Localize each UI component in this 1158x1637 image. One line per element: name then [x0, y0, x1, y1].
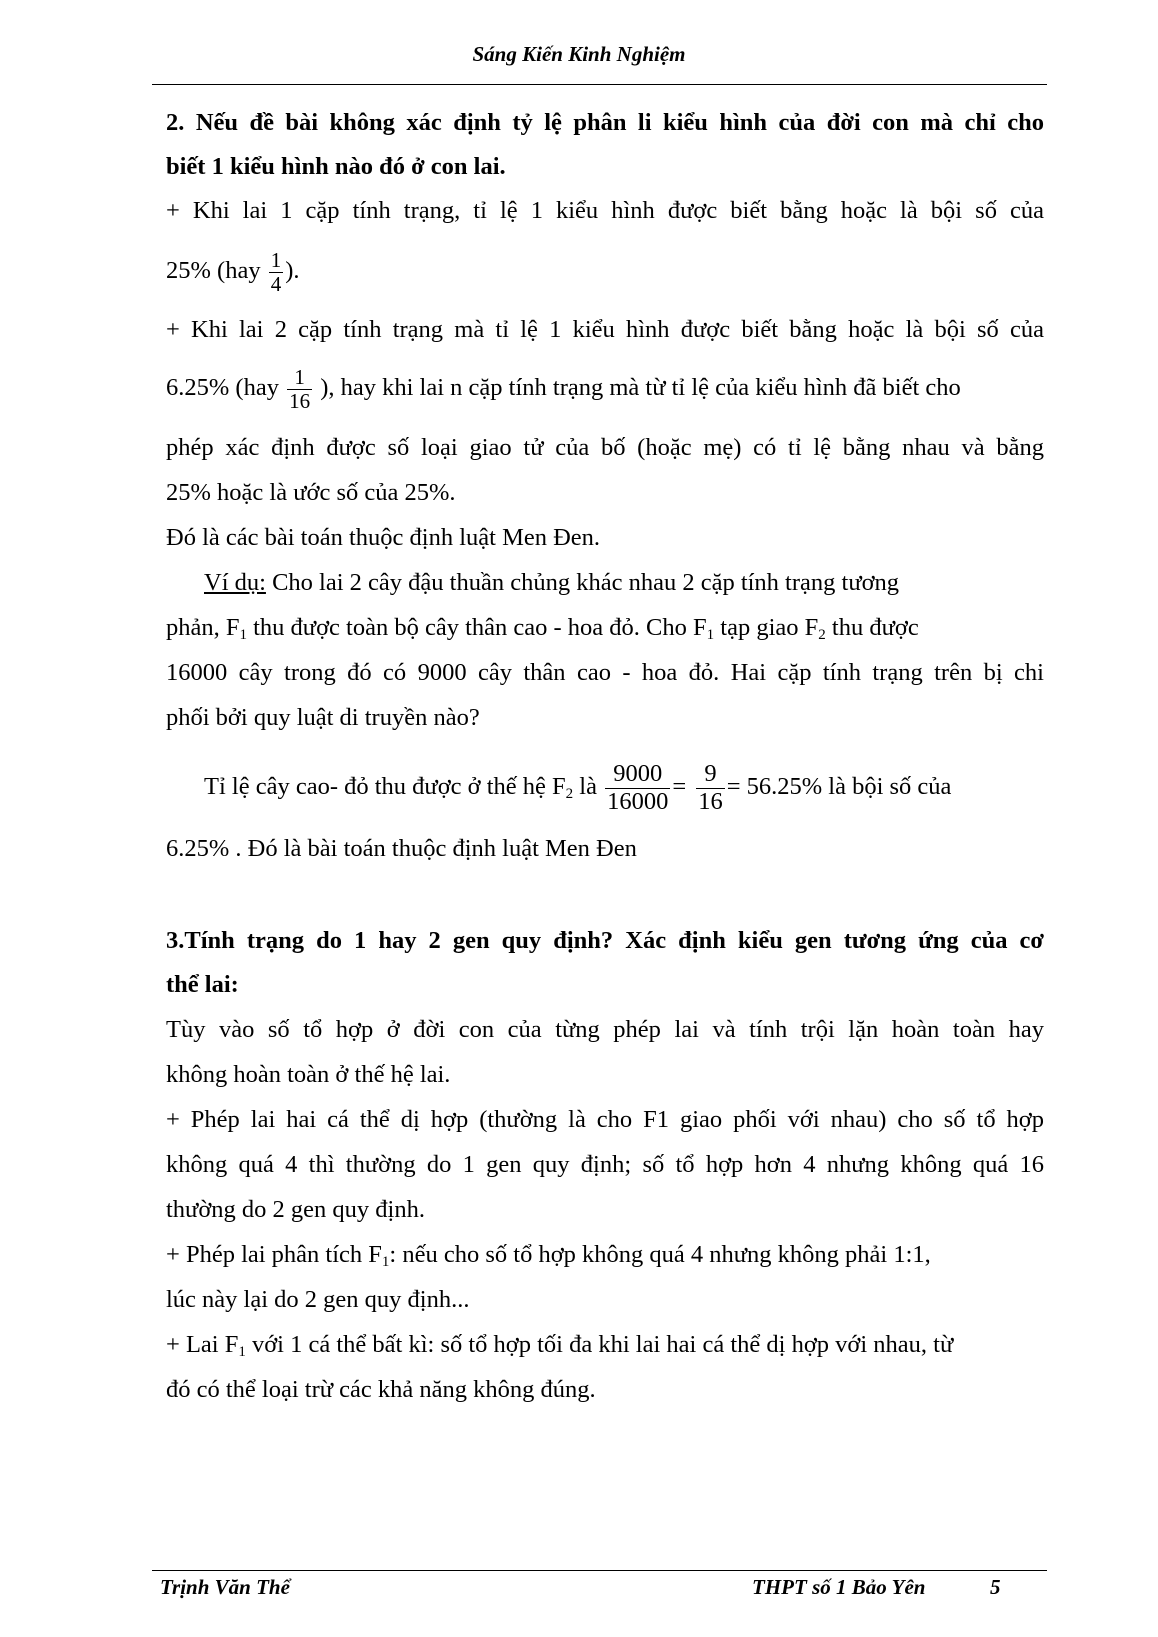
footer-page-number: 5: [990, 1575, 1001, 1599]
fraction-denominator: 16000: [607, 787, 669, 815]
section2-p1-line1: + Khi lai 1 cặp tính trạng, tỉ lệ 1 kiểu hình được biết bằng hoặc là bội số của: [166, 197, 1044, 224]
fraction-one-quarter: [269, 249, 284, 296]
equals-sign: =: [672, 773, 687, 800]
footer-rule: [152, 1570, 1047, 1571]
text-fragment: tạp giao F: [714, 614, 819, 641]
section3-p2-line2: không quá 4 thì thường do 1 gen quy định; số tổ hợp hơn 4 nhưng không quá 16: [166, 1151, 1044, 1178]
text-fragment: thu được: [825, 614, 919, 641]
section3-p2-line3: thường do 2 gen quy định.: [166, 1196, 425, 1223]
fraction-9000-16000: [605, 761, 670, 816]
text-fragment: = 56.25% là bội số của: [726, 773, 952, 800]
example-line1: [204, 568, 1044, 598]
section3-p1-line2: không hoàn toàn ở thế hệ lai.: [166, 1061, 451, 1088]
fraction-numerator: 1: [270, 247, 282, 272]
calculation-line: [204, 748, 951, 826]
fraction-numerator: 9: [696, 761, 725, 789]
fraction-numerator: 1: [287, 366, 312, 390]
subscript: 1: [706, 627, 715, 643]
text-fragment: : nếu cho số tổ hợp không quá 4 nhưng không phải 1:1,: [389, 1241, 931, 1268]
example-label: Ví dụ:: [204, 569, 266, 596]
subscript: 1: [381, 1254, 390, 1270]
section3-heading-line1: 3.Tính trạng do 1 hay 2 gen quy định? Xác định kiểu gen tương ứng của cơ: [166, 927, 1044, 954]
section2-heading-line1: 2. Nếu đề bài không xác định tỷ lệ phân li kiểu hình của đời con mà chỉ cho: [166, 109, 1044, 136]
fraction-denominator: 16: [289, 388, 311, 413]
fraction-one-sixteenth: [287, 366, 312, 413]
fraction-denominator: 16: [698, 787, 723, 815]
text-fragment: thu được toàn bộ cây thân cao - hoa đỏ. Cho F: [247, 614, 707, 641]
p2-suffix: ), hay khi lai n cặp tính trạng mà từ tỉ lệ của kiểu hình đã biết cho: [314, 374, 961, 401]
p2-prefix: 6.25% (hay: [166, 374, 286, 401]
subscript: 1: [238, 1344, 246, 1360]
p1-suffix: ).: [285, 257, 300, 284]
text-fragment: là: [573, 773, 604, 800]
example-line1-text: Cho lai 2 cây đậu thuần chủng khác nhau 2 cặp tính trạng tương: [265, 569, 900, 596]
section3-p4-line2: đó có thể loại trừ các khả năng không đúng.: [166, 1376, 596, 1403]
section2-p2-line3: phép xác định được số loại giao tử của bố (hoặc mẹ) có tỉ lệ bằng nhau và bằng: [166, 434, 1044, 461]
header-rule: [152, 84, 1047, 85]
example-line3: 16000 cây trong đó có 9000 cây thân cao - hoa đỏ. Hai cặp tính trạng trên bị chi: [166, 659, 1044, 686]
section2-p2-line1: + Khi lai 2 cặp tính trạng mà tỉ lệ 1 kiểu hình được biết bằng hoặc là bội số của: [166, 316, 1044, 343]
fraction-9-16: [696, 761, 725, 816]
section2-p1-line2: [166, 243, 300, 299]
section2-heading-line2: biết 1 kiểu hình nào đó ở con lai.: [166, 153, 506, 180]
page-header-title: Sáng Kiến Kinh Nghiệm: [472, 42, 686, 66]
text-fragment: với 1 cá thể bất kì: số tổ hợp tối đa khi lai hai cá thể dị hợp với nhau, từ: [245, 1331, 954, 1358]
text-fragment: phản, F: [166, 614, 240, 641]
section3-p1-line1: Tùy vào số tổ hợp ở đời con của từng phép lai và tính trội lặn hoàn toàn hay: [166, 1016, 1044, 1043]
section2-p2-line2: [166, 360, 961, 416]
p1-prefix: 25% (hay: [166, 257, 267, 284]
calculation-line2: 6.25% . Đó là bài toán thuộc định luật Men Đen: [166, 835, 637, 862]
section3-p3-line1: [166, 1240, 1044, 1270]
example-line4: phối bởi quy luật di truyền nào?: [166, 704, 480, 731]
section3-p2-line1: + Phép lai hai cá thể dị hợp (thường là cho F1 giao phối với nhau) cho số tổ hợp: [166, 1106, 1044, 1133]
text-fragment: + Phép lai phân tích F: [166, 1241, 382, 1268]
subscript: 1: [239, 627, 247, 643]
subscript: 2: [818, 627, 826, 643]
fraction-denominator: 4: [270, 271, 282, 296]
text-fragment: Tỉ lệ cây cao- đỏ thu được ở thế hệ F: [204, 773, 566, 800]
footer-school: THPT số 1 Bảo Yên: [752, 1575, 926, 1599]
footer-author: Trịnh Văn Thể: [160, 1575, 290, 1599]
section3-heading-line2: thể lai:: [166, 971, 239, 998]
text-fragment: + Lai F: [166, 1331, 239, 1358]
subscript: 2: [565, 786, 574, 802]
fraction-numerator: 9000: [605, 761, 670, 789]
section3-p3-line2: lúc này lại do 2 gen quy định...: [166, 1286, 470, 1313]
section3-p4-line1: [166, 1330, 1044, 1360]
example-line2: [166, 613, 1044, 643]
section2-p3: Đó là các bài toán thuộc định luật Men Đen.: [166, 524, 601, 551]
section2-p2-line4: 25% hoặc là ước số của 25%.: [166, 479, 456, 506]
